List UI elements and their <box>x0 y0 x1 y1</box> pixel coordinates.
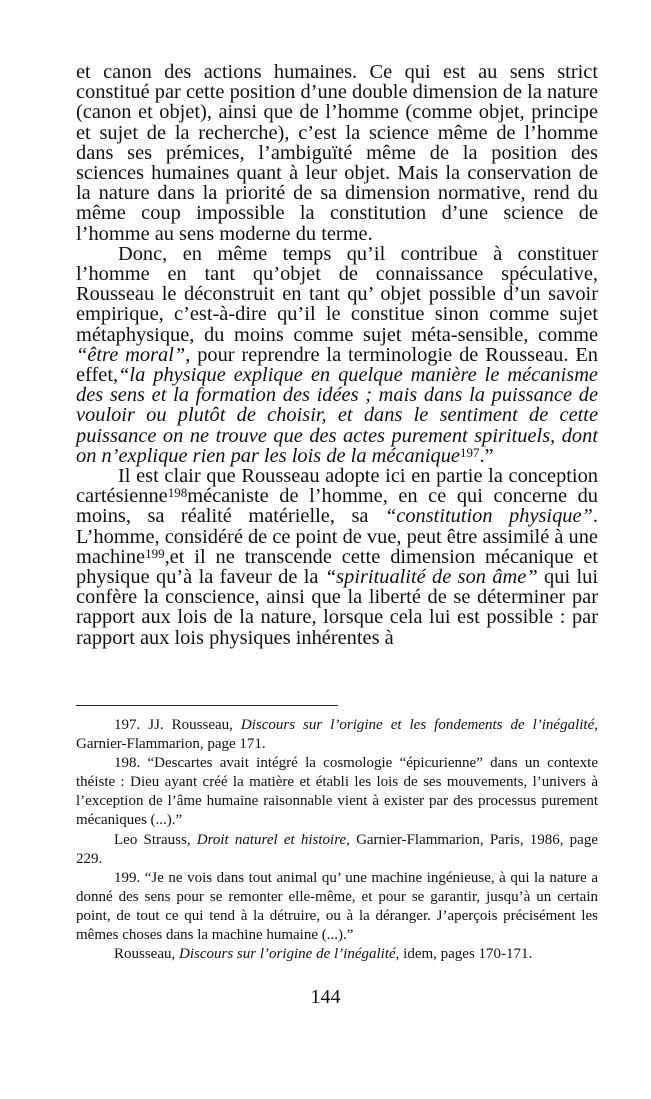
text-segment: Garnier-Flammarion, Paris, 1986, page 229. <box>76 831 598 867</box>
text-segment: .” <box>479 444 494 467</box>
paragraph <box>76 62 598 244</box>
footnote-ref: 199 <box>145 545 165 561</box>
paragraph <box>76 466 598 648</box>
text-segment: Rousseau, <box>114 946 179 963</box>
quote-segment: “constitution physique” <box>384 505 593 528</box>
main-text <box>76 62 598 648</box>
text-segment: qui lui confère la conscience, ainsi que la liberté de se déterminer par rapport aux lois de la nature, lorsque cela lui est possible : par rapport aux lois physiques inhérentes à <box>76 566 599 649</box>
text-segment: et canon des actions humaines. Ce qui est au sens strict constitué par cette position d’une double dimension de la nature (canon et objet), ainsi que de l’homme (comme objet, principe et sujet de la recherche), c’est la science même de l’homme dans ses prémices, l’ambiguïté même de la position des sciences humaines quant à leur objet. Mais la conservation de la nature dans la priorité de sa dimension normative, rend du même coup impossible la constitution d’une science de l’homme au sens moderne du terme. <box>76 61 598 245</box>
text-segment: Donc, en même temps qu’il contribue à constituer l’homme en tant qu’objet de connaissance spéculative, Rousseau le déconstruit en tant qu’ objet possible d’un savoir empirique, c’est-à-dire qu’il le constitue sinon comme sujet métaphysique, du moins comme sujet méta-sensible, comme <box>76 242 598 346</box>
text-segment: 199. “Je ne vois dans tout animal qu’ une machine ingénieuse, à qui la nature a donné des sens pour se remonter elle-même, et pour se garantir, jusqu’à un certain point, de tout ce qui tend à la détruire, ou à la déranger. J’aperçois précisément les mêmes choses dans la machine humaine (...).” <box>76 869 598 944</box>
footnote <box>76 716 598 754</box>
footnote-ref: 198 <box>167 485 188 501</box>
title-segment: Discours sur l’origine et les fondements de l’inégalité, <box>240 717 599 733</box>
title-segment: Discours sur l’origine de l’inégalité, <box>179 946 400 963</box>
text-segment: ,et il ne transcende cette dimension mécanique et physique qu’à la faveur de la <box>76 545 598 589</box>
footnote <box>76 831 598 869</box>
page-number: 144 <box>310 986 341 1008</box>
footnote <box>76 869 598 945</box>
text-segment: 198. “Descartes avait intégré la cosmologie “épicurienne” dans un contexte théiste : Dieu ayant créé la matière et établi les lois de ses mouvements, l’univers à l’exception de l’âme humaine raisonnable vient à exister par des processus purement mécaniques (...).” <box>76 755 598 829</box>
text-segment: mécaniste de l’homme, en ce qui concerne du moins, sa réalité matérielle, sa <box>76 485 598 528</box>
text-segment: Leo Strauss, <box>114 831 197 848</box>
text-segment: . L’homme, considéré de ce point de vue, peut être assimilé à une machine <box>76 505 598 568</box>
footnote <box>76 945 598 964</box>
paragraph <box>76 244 598 466</box>
text-segment: 197. JJ. Rousseau, <box>114 717 241 733</box>
text-segment: , pour reprendre la terminologie de Rousseau. En effet, <box>76 343 598 387</box>
quote-segment: “la physique explique en quelque manière le mécanisme des sens et la formation des idées ; mais dans la puissance de vouloir ou plutôt de choisir, et dans le sentiment de cette puissance on ne trouve que des actes purement spirituels, dont on n’explique rien par les lois de la mécanique <box>76 364 598 467</box>
footnote <box>76 754 598 830</box>
text-segment: idem, pages 170-171. <box>399 946 533 963</box>
footnote-ref: 197 <box>459 444 480 460</box>
footnote-divider <box>76 705 338 706</box>
title-segment: Droit naturel et histoire, <box>196 831 350 848</box>
footnotes <box>76 716 598 964</box>
quote-segment: “être moral” <box>76 343 186 366</box>
text-segment: Il est clair que Rousseau adopte ici en partie la conception cartésienne <box>76 465 598 508</box>
text-segment: Garnier-Flammarion, page 171. <box>76 736 266 753</box>
quote-segment: “spiritualité de son âme” <box>324 566 538 589</box>
